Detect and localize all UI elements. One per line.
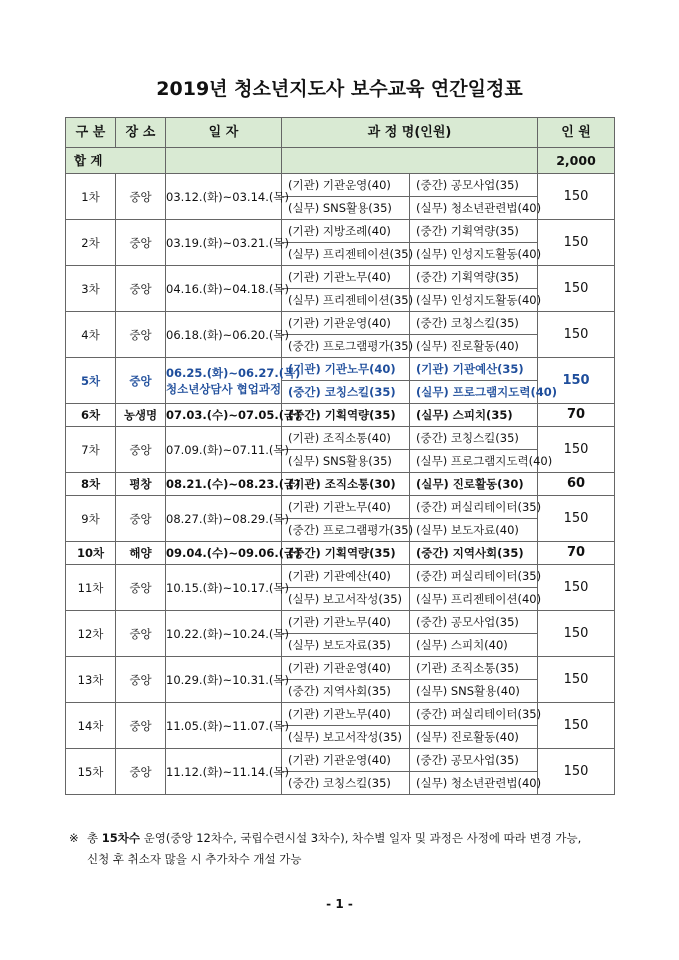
note-line1-rest: 운영(중앙 12차수, 국립수련시설 3차수), 차수별 일자 및 과정은 사정에 따라 변경 가능, bbox=[140, 831, 582, 845]
schedule-row bbox=[66, 404, 615, 427]
row-date: 03.19.(화)~03.21.(목) bbox=[166, 220, 282, 266]
row-place: 농생명 bbox=[116, 404, 166, 427]
row-date: 10.22.(화)~10.24.(목) bbox=[166, 611, 282, 657]
row-place: 중앙 bbox=[116, 749, 166, 795]
row-course: (기관) 기관운영(40) bbox=[282, 312, 410, 335]
row-course: (실무) SNS활용(35) bbox=[282, 197, 410, 220]
header-division: 구 분 bbox=[66, 118, 116, 148]
row-date: 09.04.(수)~09.06.(금) bbox=[166, 542, 282, 565]
row-course: (기관) 기관노무(40) bbox=[282, 703, 410, 726]
row-place: 중앙 bbox=[116, 312, 166, 358]
row-place: 중앙 bbox=[116, 220, 166, 266]
header-place: 장 소 bbox=[116, 118, 166, 148]
row-course: (중간) 기획역량(35) bbox=[282, 542, 410, 565]
row-count: 150 bbox=[538, 358, 615, 404]
row-course: (기관) 기관노무(40) bbox=[282, 611, 410, 634]
row-count: 150 bbox=[538, 266, 615, 312]
header-count: 인 원 bbox=[538, 118, 615, 148]
row-course: (실무) 프로그램지도력(40) bbox=[410, 450, 538, 473]
total-empty-course bbox=[282, 148, 538, 174]
row-division: 2차 bbox=[66, 220, 116, 266]
header-course: 과 정 명(인원) bbox=[282, 118, 538, 148]
schedule-row bbox=[66, 611, 615, 634]
row-date: 08.21.(수)~08.23.(금) bbox=[166, 473, 282, 496]
row-course: (중간) 퍼실리테이터(35) bbox=[410, 703, 538, 726]
note-prefix: 총 bbox=[87, 831, 102, 845]
row-count: 60 bbox=[538, 473, 615, 496]
schedule-row bbox=[66, 703, 615, 726]
row-date: 07.03.(수)~07.05.(금) bbox=[166, 404, 282, 427]
row-place: 중앙 bbox=[116, 174, 166, 220]
schedule-row bbox=[66, 749, 615, 772]
schedule-row bbox=[66, 312, 615, 335]
row-count: 150 bbox=[538, 703, 615, 749]
row-course: (실무) 보도자료(35) bbox=[282, 634, 410, 657]
row-division: 11차 bbox=[66, 565, 116, 611]
row-course: (실무) 프리젠테이션(35) bbox=[282, 289, 410, 312]
row-division: 14차 bbox=[66, 703, 116, 749]
row-division: 12차 bbox=[66, 611, 116, 657]
row-count: 150 bbox=[538, 496, 615, 542]
row-course: (중간) 퍼실리테이터(35) bbox=[410, 565, 538, 588]
row-division: 10차 bbox=[66, 542, 116, 565]
row-place: 중앙 bbox=[116, 565, 166, 611]
row-count: 150 bbox=[538, 611, 615, 657]
row-course: (중간) 공모사업(35) bbox=[410, 174, 538, 197]
row-count: 150 bbox=[538, 657, 615, 703]
row-course: (실무) 보고서작성(35) bbox=[282, 726, 410, 749]
row-course: (기관) 기관노무(40) bbox=[282, 358, 410, 381]
schedule-row bbox=[66, 657, 615, 680]
row-course: (실무) 진로활동(40) bbox=[410, 335, 538, 358]
header-date: 일 자 bbox=[166, 118, 282, 148]
footnote bbox=[69, 828, 627, 870]
row-division: 7차 bbox=[66, 427, 116, 473]
row-course: (실무) 진로활동(40) bbox=[410, 726, 538, 749]
row-course: (실무) 보고서작성(35) bbox=[282, 588, 410, 611]
row-division: 13차 bbox=[66, 657, 116, 703]
row-course: (기관) 기관노무(40) bbox=[282, 496, 410, 519]
schedule-row bbox=[66, 473, 615, 496]
row-course: (실무) 청소년관련법(40) bbox=[410, 772, 538, 795]
row-course: (기관) 조직소통(35) bbox=[410, 657, 538, 680]
row-course: (중간) 공모사업(35) bbox=[410, 749, 538, 772]
row-place: 평창 bbox=[116, 473, 166, 496]
row-course: (기관) 조직소통(30) bbox=[282, 473, 410, 496]
row-course: (실무) 진로활동(30) bbox=[410, 473, 538, 496]
row-division: 8차 bbox=[66, 473, 116, 496]
schedule-row bbox=[66, 565, 615, 588]
row-place: 해양 bbox=[116, 542, 166, 565]
row-course: (중간) 기획역량(35) bbox=[282, 404, 410, 427]
row-place: 중앙 bbox=[116, 657, 166, 703]
row-course: (중간) 코칭스킬(35) bbox=[282, 381, 410, 404]
row-course: (실무) 프리젠테이션(35) bbox=[282, 243, 410, 266]
row-place: 중앙 bbox=[116, 266, 166, 312]
row-course: (실무) 청소년관련법(40) bbox=[410, 197, 538, 220]
note-line-1 bbox=[87, 828, 627, 849]
row-course: (중간) 코칭스킬(35) bbox=[282, 772, 410, 795]
schedule-table bbox=[65, 117, 615, 795]
row-count: 150 bbox=[538, 427, 615, 473]
row-date: 06.18.(화)~06.20.(목) bbox=[166, 312, 282, 358]
total-label: 합 계 bbox=[66, 148, 166, 174]
row-course: (실무) SNS활용(40) bbox=[410, 680, 538, 703]
row-place: 중앙 bbox=[116, 703, 166, 749]
row-course: (실무) SNS활용(35) bbox=[282, 450, 410, 473]
schedule-row bbox=[66, 496, 615, 519]
row-count: 70 bbox=[538, 404, 615, 427]
row-division: 1차 bbox=[66, 174, 116, 220]
page-number: - 1 - bbox=[326, 897, 353, 911]
row-course: (중간) 퍼실리테이터(35) bbox=[410, 496, 538, 519]
row-course: (중간) 코칭스킬(35) bbox=[410, 312, 538, 335]
page-title: 2019년 청소년지도사 보수교육 연간일정표 bbox=[156, 78, 523, 100]
row-course: (기관) 기관운영(40) bbox=[282, 749, 410, 772]
schedule-row bbox=[66, 542, 615, 565]
row-course: (기관) 기관운영(40) bbox=[282, 657, 410, 680]
row-course: (실무) 인성지도활동(40) bbox=[410, 289, 538, 312]
schedule-row bbox=[66, 358, 615, 381]
row-course: (중간) 지역사회(35) bbox=[282, 680, 410, 703]
row-course: (기관) 기관예산(35) bbox=[410, 358, 538, 381]
schedule-row bbox=[66, 174, 615, 197]
row-date-note: 청소년상담사 협업과정 bbox=[166, 381, 282, 396]
row-course: (기관) 기관노무(40) bbox=[282, 266, 410, 289]
row-date: 10.29.(화)~10.31.(목) bbox=[166, 657, 282, 703]
row-division: 15차 bbox=[66, 749, 116, 795]
schedule-row bbox=[66, 266, 615, 289]
note-bold: 15차수 bbox=[101, 831, 140, 845]
row-course: (기관) 기관예산(40) bbox=[282, 565, 410, 588]
row-place: 중앙 bbox=[116, 496, 166, 542]
total-count: 2,000 bbox=[538, 148, 615, 174]
row-date: 11.12.(화)~11.14.(목) bbox=[166, 749, 282, 795]
row-division: 4차 bbox=[66, 312, 116, 358]
row-course: (기관) 조직소통(40) bbox=[282, 427, 410, 450]
header-row bbox=[66, 118, 615, 148]
row-date: 11.05.(화)~11.07.(목) bbox=[166, 703, 282, 749]
row-date-text: 06.25.(화)~06.27.(목) bbox=[166, 365, 301, 380]
row-course: (실무) 스피치(40) bbox=[410, 634, 538, 657]
row-count: 150 bbox=[538, 174, 615, 220]
row-date: 07.09.(화)~07.11.(목) bbox=[166, 427, 282, 473]
row-place: 중앙 bbox=[116, 358, 166, 404]
row-course: (실무) 프로그램지도력(40) bbox=[410, 381, 538, 404]
row-date: 08.27.(화)~08.29.(목) bbox=[166, 496, 282, 542]
schedule-row bbox=[66, 220, 615, 243]
row-course: (실무) 보도자료(40) bbox=[410, 519, 538, 542]
row-course: (실무) 인성지도활동(40) bbox=[410, 243, 538, 266]
row-date: 10.15.(화)~10.17.(목) bbox=[166, 565, 282, 611]
row-date: 03.12.(화)~03.14.(목) bbox=[166, 174, 282, 220]
schedule-row bbox=[66, 427, 615, 450]
total-empty-date bbox=[166, 148, 282, 174]
row-course: (중간) 프로그램평가(35) bbox=[282, 335, 410, 358]
row-place: 중앙 bbox=[116, 611, 166, 657]
row-date: 04.16.(화)~04.18.(목) bbox=[166, 266, 282, 312]
row-course: (실무) 프리젠테이션(40) bbox=[410, 588, 538, 611]
row-course: (중간) 공모사업(35) bbox=[410, 611, 538, 634]
row-course: (중간) 지역사회(35) bbox=[410, 542, 538, 565]
row-division: 9차 bbox=[66, 496, 116, 542]
row-course: (중간) 코칭스킬(35) bbox=[410, 427, 538, 450]
row-place: 중앙 bbox=[116, 427, 166, 473]
row-count: 150 bbox=[538, 220, 615, 266]
row-count: 150 bbox=[538, 565, 615, 611]
total-row bbox=[66, 148, 615, 174]
row-count: 70 bbox=[538, 542, 615, 565]
row-course: (중간) 기획역량(35) bbox=[410, 220, 538, 243]
row-course: (중간) 기획역량(35) bbox=[410, 266, 538, 289]
note-line-2: 신청 후 취소자 많을 시 추가차수 개설 가능 bbox=[87, 852, 302, 866]
row-count: 150 bbox=[538, 312, 615, 358]
row-count: 150 bbox=[538, 749, 615, 795]
row-division: 3차 bbox=[66, 266, 116, 312]
row-division: 6차 bbox=[66, 404, 116, 427]
row-course: (기관) 지방조례(40) bbox=[282, 220, 410, 243]
row-course: (실무) 스피치(35) bbox=[410, 404, 538, 427]
row-course: (기관) 기관운영(40) bbox=[282, 174, 410, 197]
row-division: 5차 bbox=[66, 358, 116, 404]
note-mark: ※ bbox=[69, 831, 79, 845]
row-course: (중간) 프로그램평가(35) bbox=[282, 519, 410, 542]
row-date bbox=[166, 358, 301, 404]
